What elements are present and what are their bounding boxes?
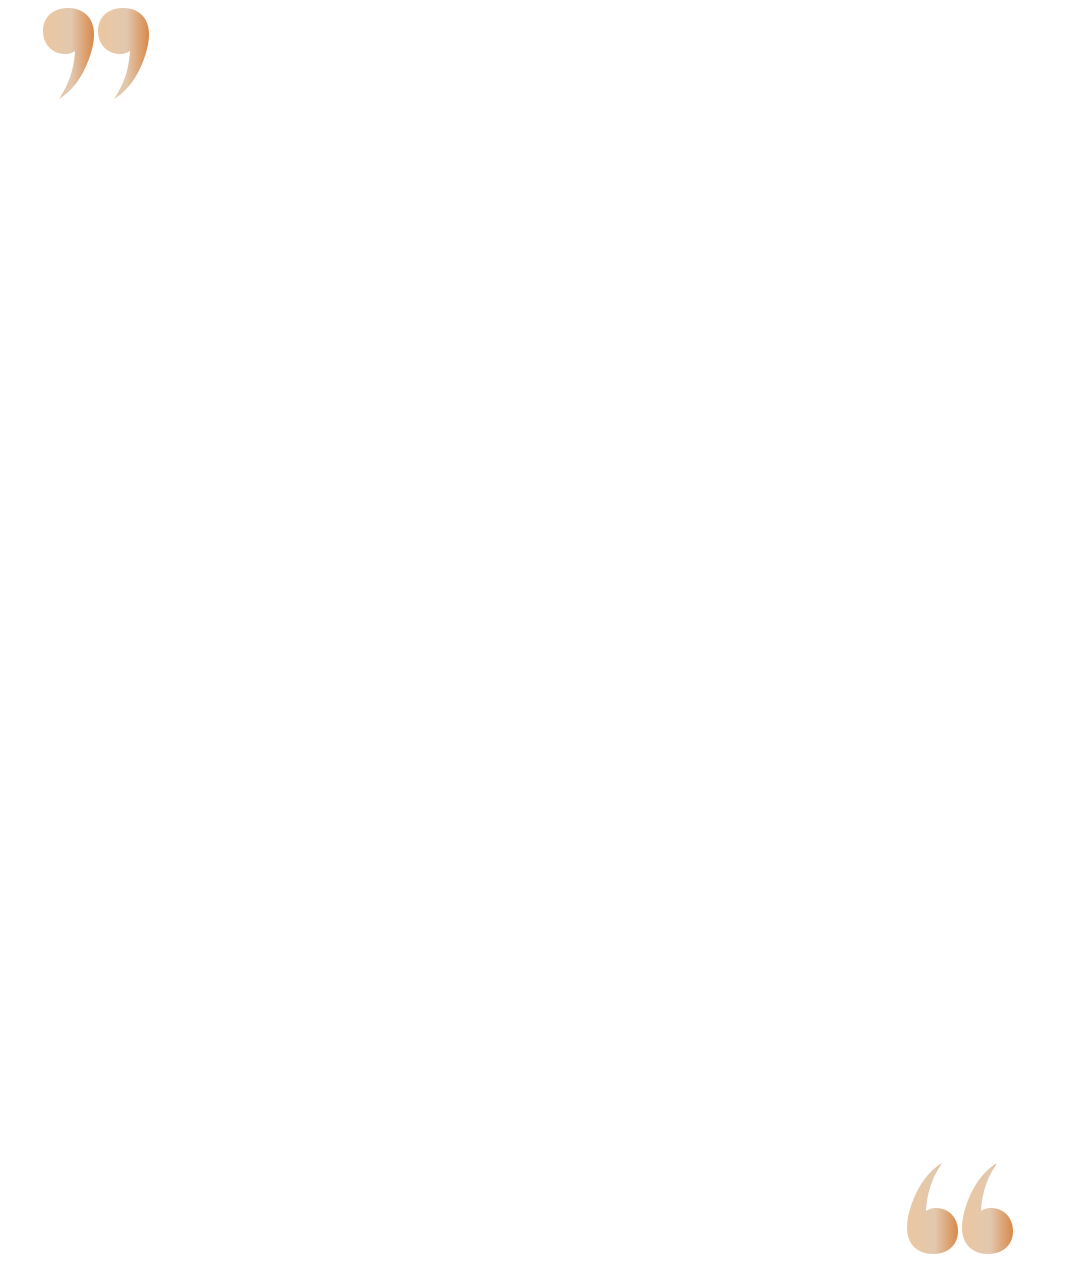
closing-double-quote-icon (40, 6, 152, 102)
opening-double-quote-icon (904, 1160, 1016, 1256)
